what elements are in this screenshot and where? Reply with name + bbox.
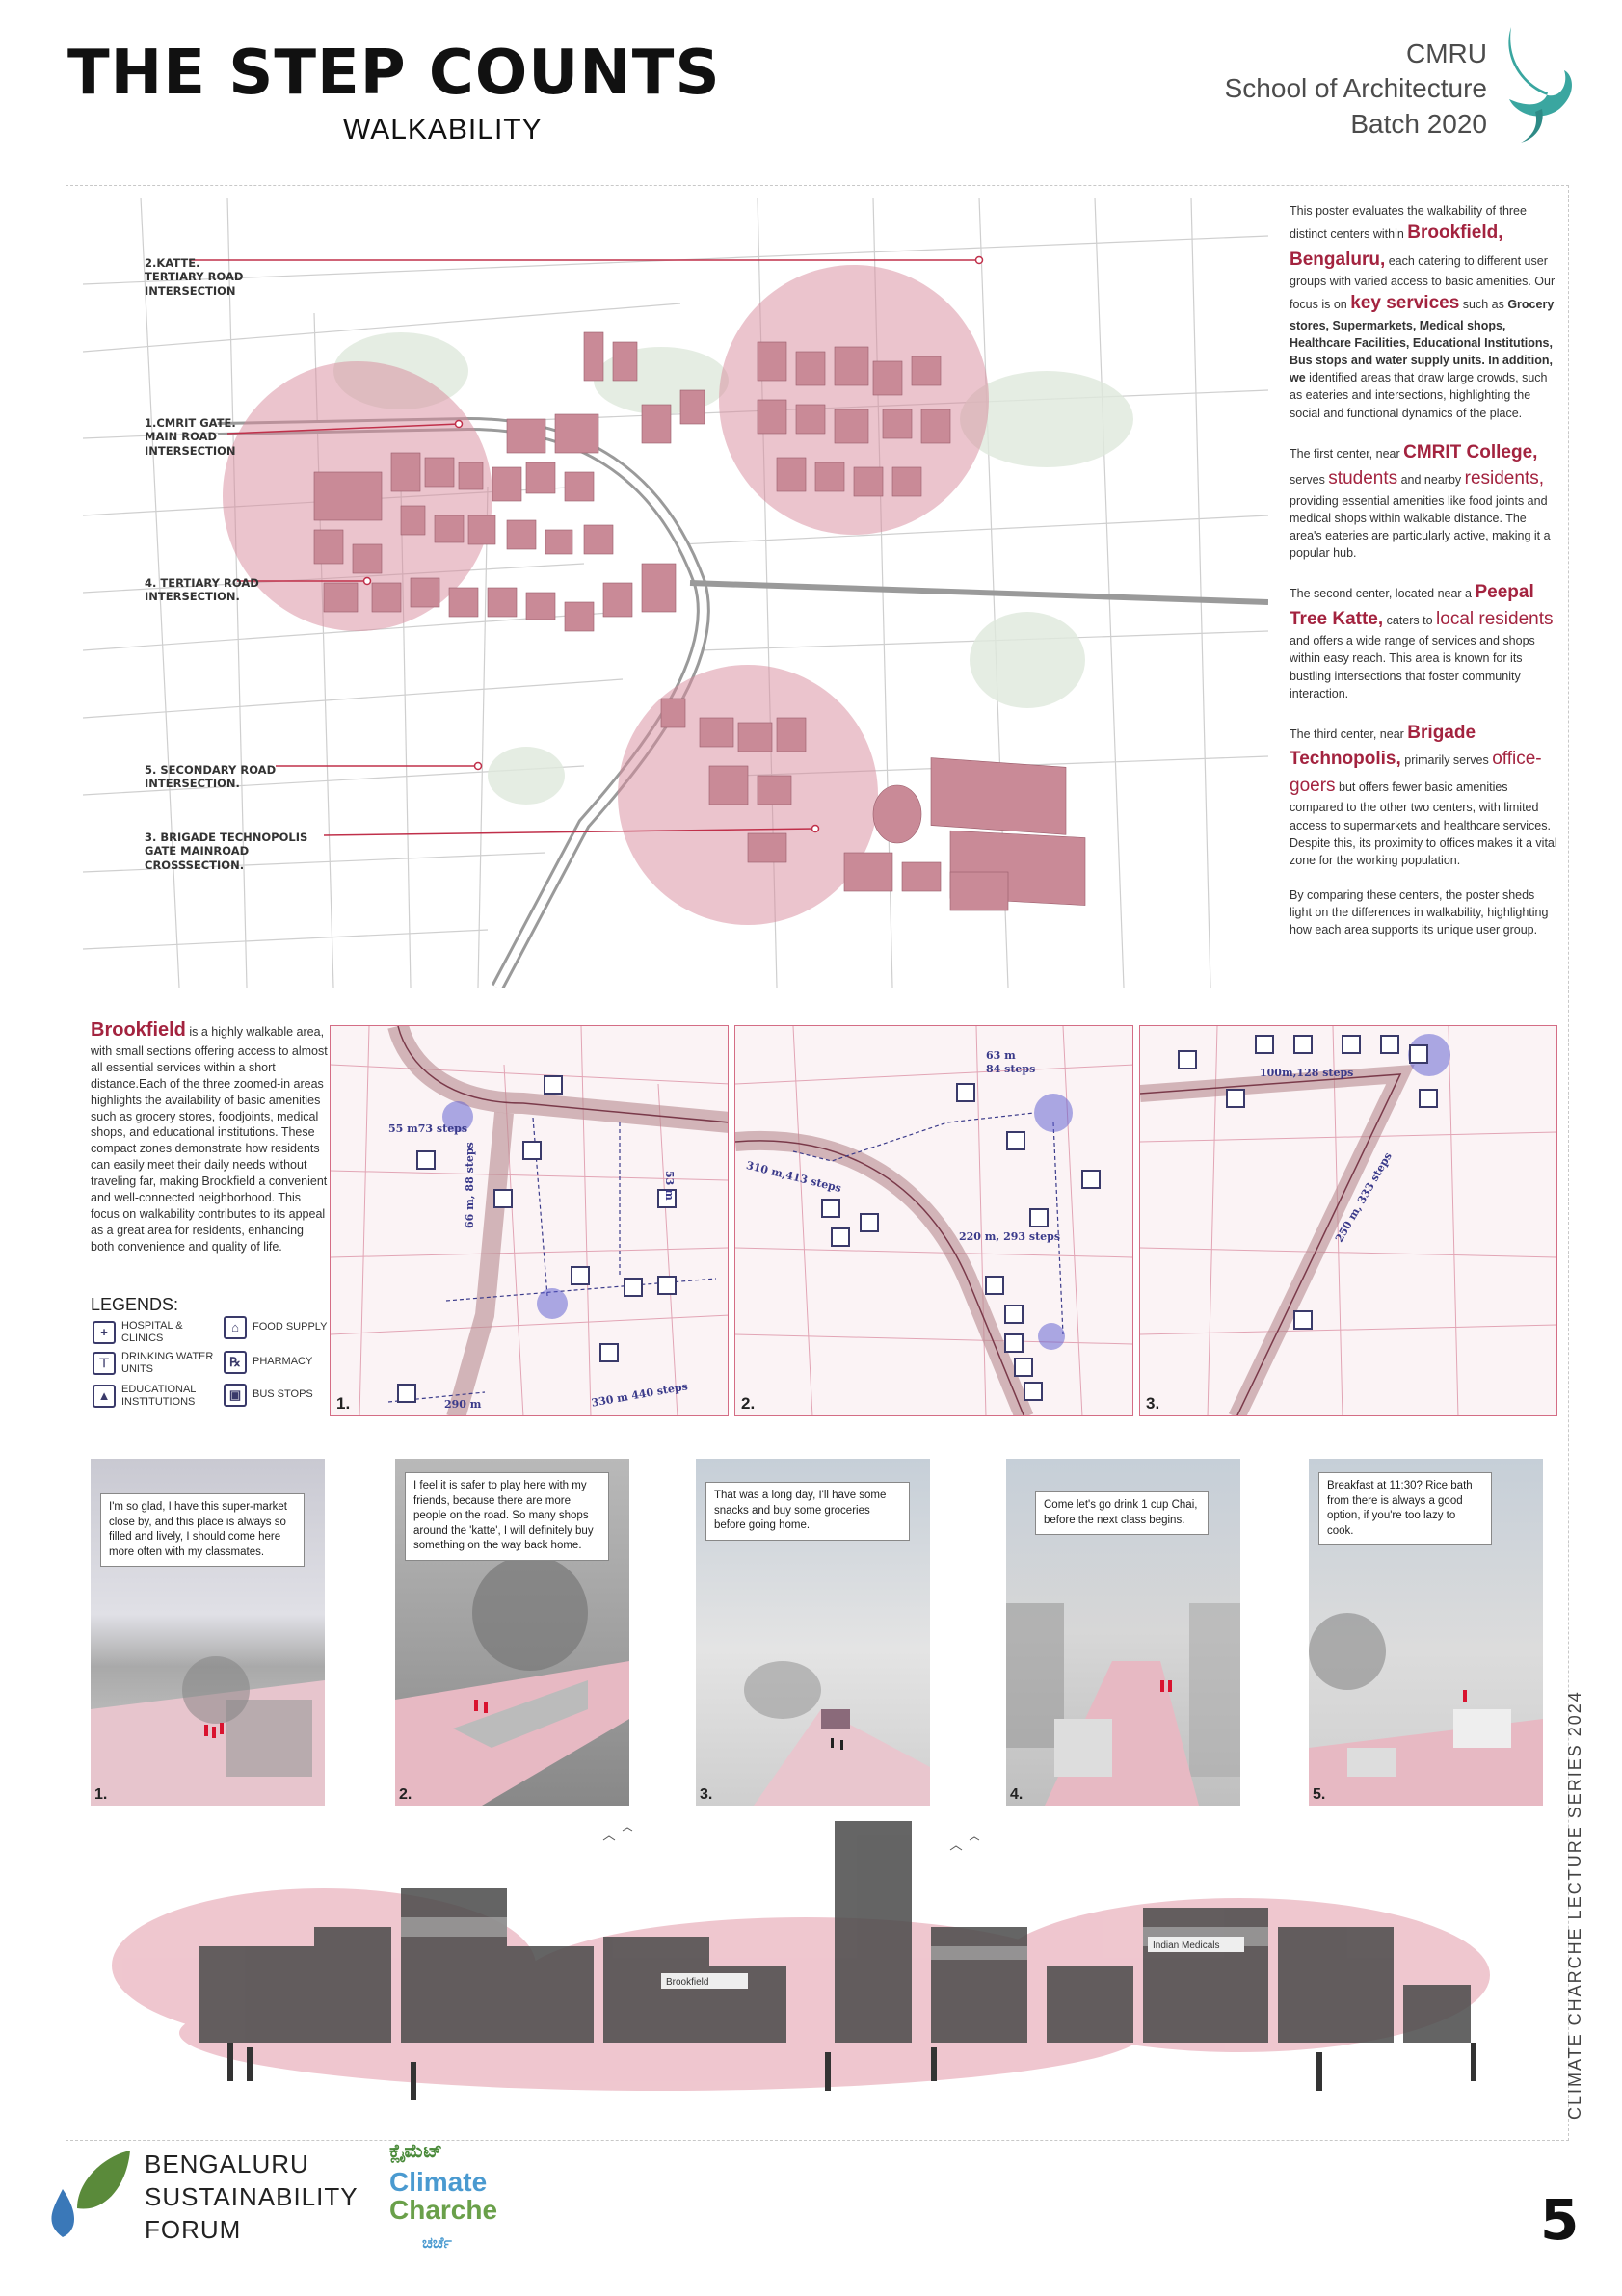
panel-3-number: 3. [700,1786,713,1803]
bsf-leaf-logo-icon [39,2141,135,2256]
intro-p4-highlight: Brigade Technopolis, [1290,722,1476,770]
brookfield-highlight: Brookfield [91,1019,186,1041]
panel-1-speech-bubble: I'm so glad, I have this super-market close by, and this place is always so filled and lively, I should come here more often with my classmates. [100,1493,305,1567]
skyline-medicals-text: Indian Medicals [1153,1940,1220,1951]
zoom-map-1 [330,1025,729,1416]
zoom1-dist-2: 66 m, 88 steps [464,1142,476,1228]
panel-2-scene [395,1555,629,1806]
map-label-tertiary [145,576,259,604]
legend-food [224,1316,330,1339]
panel-4-speech-bubble: Come let's go drink 1 cup Chai, before the next class begins. [1035,1491,1209,1535]
legend-bus [224,1384,330,1407]
panel-2-number: 2. [399,1786,412,1803]
story-panel-3 [696,1459,930,1806]
intro-p2-highlight-2: students [1328,468,1398,489]
poster-title: THE STEP COUNTS [67,38,721,109]
panel-3-scene [696,1651,930,1806]
intro-p3-c: and offers a wide range of services and shops within easy reach. This area is known for its bustling intersections that foster community interaction. [1290,634,1535,700]
bsf-line-2: SUSTAINABILITY [145,2181,359,2211]
brookfield-description [91,1017,330,1254]
climate-charche-line-2: Charche [389,2195,498,2226]
panel-1-number: 1. [94,1786,108,1803]
zoom-map-3 [1139,1025,1557,1416]
zoom3-dist-1: 100m,128 steps [1260,1067,1354,1079]
education-icon: ▲ [93,1385,116,1408]
intro-p1-d: identified areas that draw large crowds, such as eateries and intersections, highlighting the social and functional dynamics of the place. [1290,371,1548,420]
pharmacy-icon: ℞ [224,1351,247,1374]
panel-5-speech-bubble: Breakfast at 11:30? Rice bath from there is always a good option, if you're too lazy to cook. [1318,1472,1492,1545]
map-label-brigade [145,831,307,872]
legend-water [93,1351,227,1376]
bsf-name [145,2149,359,2246]
intro-paragraph-1 [1290,202,1559,422]
map-label-brigade-text: 3. BRIGADE TECHNOPOLIS GATE MAINROAD CROSSSECTION. [145,831,308,872]
panel-2-speech-bubble: I feel it is safer to play here with my friends, because there are more people on the road. So many shops around the 'katte', I will definitely buy something on the way back home. [405,1472,609,1561]
map-label-katte-text: 2.KATTE. TERTIARY ROAD INTERSECTION [145,256,244,298]
zoom3-dist-2: 250 m, 333 steps [1333,1150,1395,1245]
intro-p2-a: The first center, near [1290,446,1404,461]
intro-p2-c: and nearby [1397,473,1465,488]
intro-p1-highlight: Brookfield, Bengaluru, [1290,223,1503,270]
intro-p2-d: providing essential amenities like food joints and medical shops within walkable distance. The area's eateries are particularly active, making it a popular hub. [1290,493,1551,561]
intro-p1-highlight-2: key services [1350,293,1460,314]
bsf-line-1: BENGALURU [145,2150,309,2178]
intro-p3-a: The second center, located near a [1290,587,1476,601]
legend-pharmacy [224,1351,330,1374]
intro-p2-b: serves [1290,473,1329,488]
org-line-2: School of Architecture [1224,73,1487,104]
org-line-1: CMRU [1406,39,1487,68]
intro-p4-c: but offers fewer basic amenities compared to the other two centers, with limited access to supermarkets and healthcare services. Despite this, its proximity to offices makes it a vital zone for the working population. [1290,779,1557,867]
zoom1-dist-5: 330 m 440 steps [590,1380,689,1410]
zoom2-dist-2: 84 steps [986,1063,1036,1075]
intro-p2-highlight-3: residents, [1464,468,1544,489]
intro-p3-b: caters to [1383,613,1437,627]
page-number: 5 [1540,2187,1580,2253]
intro-text [1290,202,1559,956]
bird-logo-icon [1492,17,1579,152]
climate-charche-line-1: Climate [389,2167,488,2197]
map-label-secondary-text: 5. SECONDARY ROAD INTERSECTION. [145,763,277,791]
legend-pharmacy-label: PHARMACY [253,1356,313,1368]
climate-charche-kannada-bottom: ಚರ್ಚೆ [422,2235,452,2252]
legend-hospital [93,1320,218,1345]
zoom1-dist-1: 55 m73 steps [388,1122,468,1135]
intro-p1-a: This poster evaluates the walkability of three distinct centers within [1290,204,1527,242]
story-panel-5 [1309,1459,1543,1806]
intro-paragraph-4 [1290,720,1559,869]
intro-p2-highlight: CMRIT College, [1403,441,1538,462]
water-tap-icon: ⊤ [93,1352,116,1375]
story-panel-4 [1006,1459,1240,1806]
map-label-tertiary-text: 4. TERTIARY ROAD INTERSECTION. [145,576,259,604]
brookfield-text: is a highly walkable area, with small sections offering access to almost all essential services within a short distance.Each of the three zoomed-in areas highlights the availability of basic amenities such as grocery stores, foodjoints, medical shops, and educational institutions. These compact zones demonstrate how residents can easily meet their daily needs without traveling far, making Brookfield a convenient and well-connected neighborhood. This focus on walkability contributes to its appeal as a great area for residents, enhancing both convenience and quality of life. [91,1025,328,1254]
bsf-line-3: FORUM [145,2214,242,2244]
streetscape-collage [83,1811,1548,2129]
zoom2-dist-4: 220 m, 293 steps [959,1230,1061,1243]
organization-block [1225,37,1487,142]
climate-charche-kannada-top: ಕ್ಲೈಮೆಟ್ [389,2141,442,2162]
zoom-map-1-number: 1. [336,1394,351,1412]
intro-paragraph-3 [1290,579,1559,702]
panel-5-scene [1309,1603,1543,1806]
org-line-3: Batch 2020 [1350,108,1487,139]
food-icon: ⌂ [224,1316,247,1339]
intro-paragraph-5: By comparing these centers, the poster sheds light on the differences in walkability, highlighting how each area supports its unique user group. [1290,887,1549,937]
story-panel-2 [395,1459,629,1806]
intro-p1-c: such as [1459,298,1508,312]
zoom-map-3-number: 3. [1146,1394,1160,1412]
intro-p4-a: The third center, near [1290,726,1408,741]
zoom2-dist-1: 63 m [986,1049,1016,1062]
zoom2-dist-3: 310 m,413 steps [744,1158,843,1196]
legend-food-label: FOOD SUPPLY [253,1321,328,1333]
map-label-katte [145,256,243,298]
climate-charche-logo [389,2168,497,2225]
map-label-cmrit-text: 1.CMRIT GATE. MAIN ROAD INTERSECTION [145,416,236,458]
map-label-secondary [145,763,276,791]
lecture-series-vertical-text: CLIMATE CHARCHE LECTURE SERIES 2024 [1565,1690,1584,2120]
zoom-map-2 [734,1025,1133,1416]
story-panel-1 [91,1459,325,1806]
legend-hospital-label: HOSPITAL & CLINICS [121,1320,183,1345]
intro-paragraph-2 [1290,439,1559,563]
panel-4-number: 4. [1010,1786,1024,1803]
panel-3-speech-bubble: That was a long day, I'll have some snacks and buy some groceries before going home. [705,1482,910,1541]
intro-p4-b: primarily serves [1400,753,1493,768]
legend-education-label: EDUCATIONAL INSTITUTIONS [121,1384,197,1409]
skyline-brookfield-text: Brookfield [666,1977,709,1988]
hospital-icon: + [93,1321,116,1344]
intro-p1-bold: Grocery stores, Supermarkets, Medical shops, Healthcare Facilities, Educational Institutions, Bus stops and water supply units. In addition, we [1290,298,1555,385]
zoom1-dist-4: 290 m [444,1398,482,1411]
bus-icon: ▣ [224,1384,247,1407]
intro-p3-highlight: Peepal Tree Katte, [1290,582,1534,629]
zoom-map-1-drawing [331,1026,729,1416]
intro-p3-highlight-2: local residents [1436,608,1554,629]
legend-water-label: DRINKING WATER UNITS [121,1351,214,1376]
zoom-map-2-drawing [735,1026,1133,1416]
panel-1-scene [91,1651,325,1806]
legend-education [93,1384,227,1409]
intro-p1-b: each catering to different user groups with varied access to basic amenities. Our focus is on [1290,253,1556,312]
zoom1-dist-3: 53 m [663,1171,676,1201]
poster-subtitle: WALKABILITY [343,114,543,145]
zoom-map-2-number: 2. [741,1394,756,1412]
intro-p4-highlight-2: office-goers [1290,749,1542,796]
legend-bus-label: BUS STOPS [253,1388,313,1401]
map-label-cmrit [145,416,236,458]
panel-5-number: 5. [1313,1786,1326,1803]
panel-4-scene [1006,1603,1240,1806]
legends-title: LEGENDS: [91,1295,179,1314]
